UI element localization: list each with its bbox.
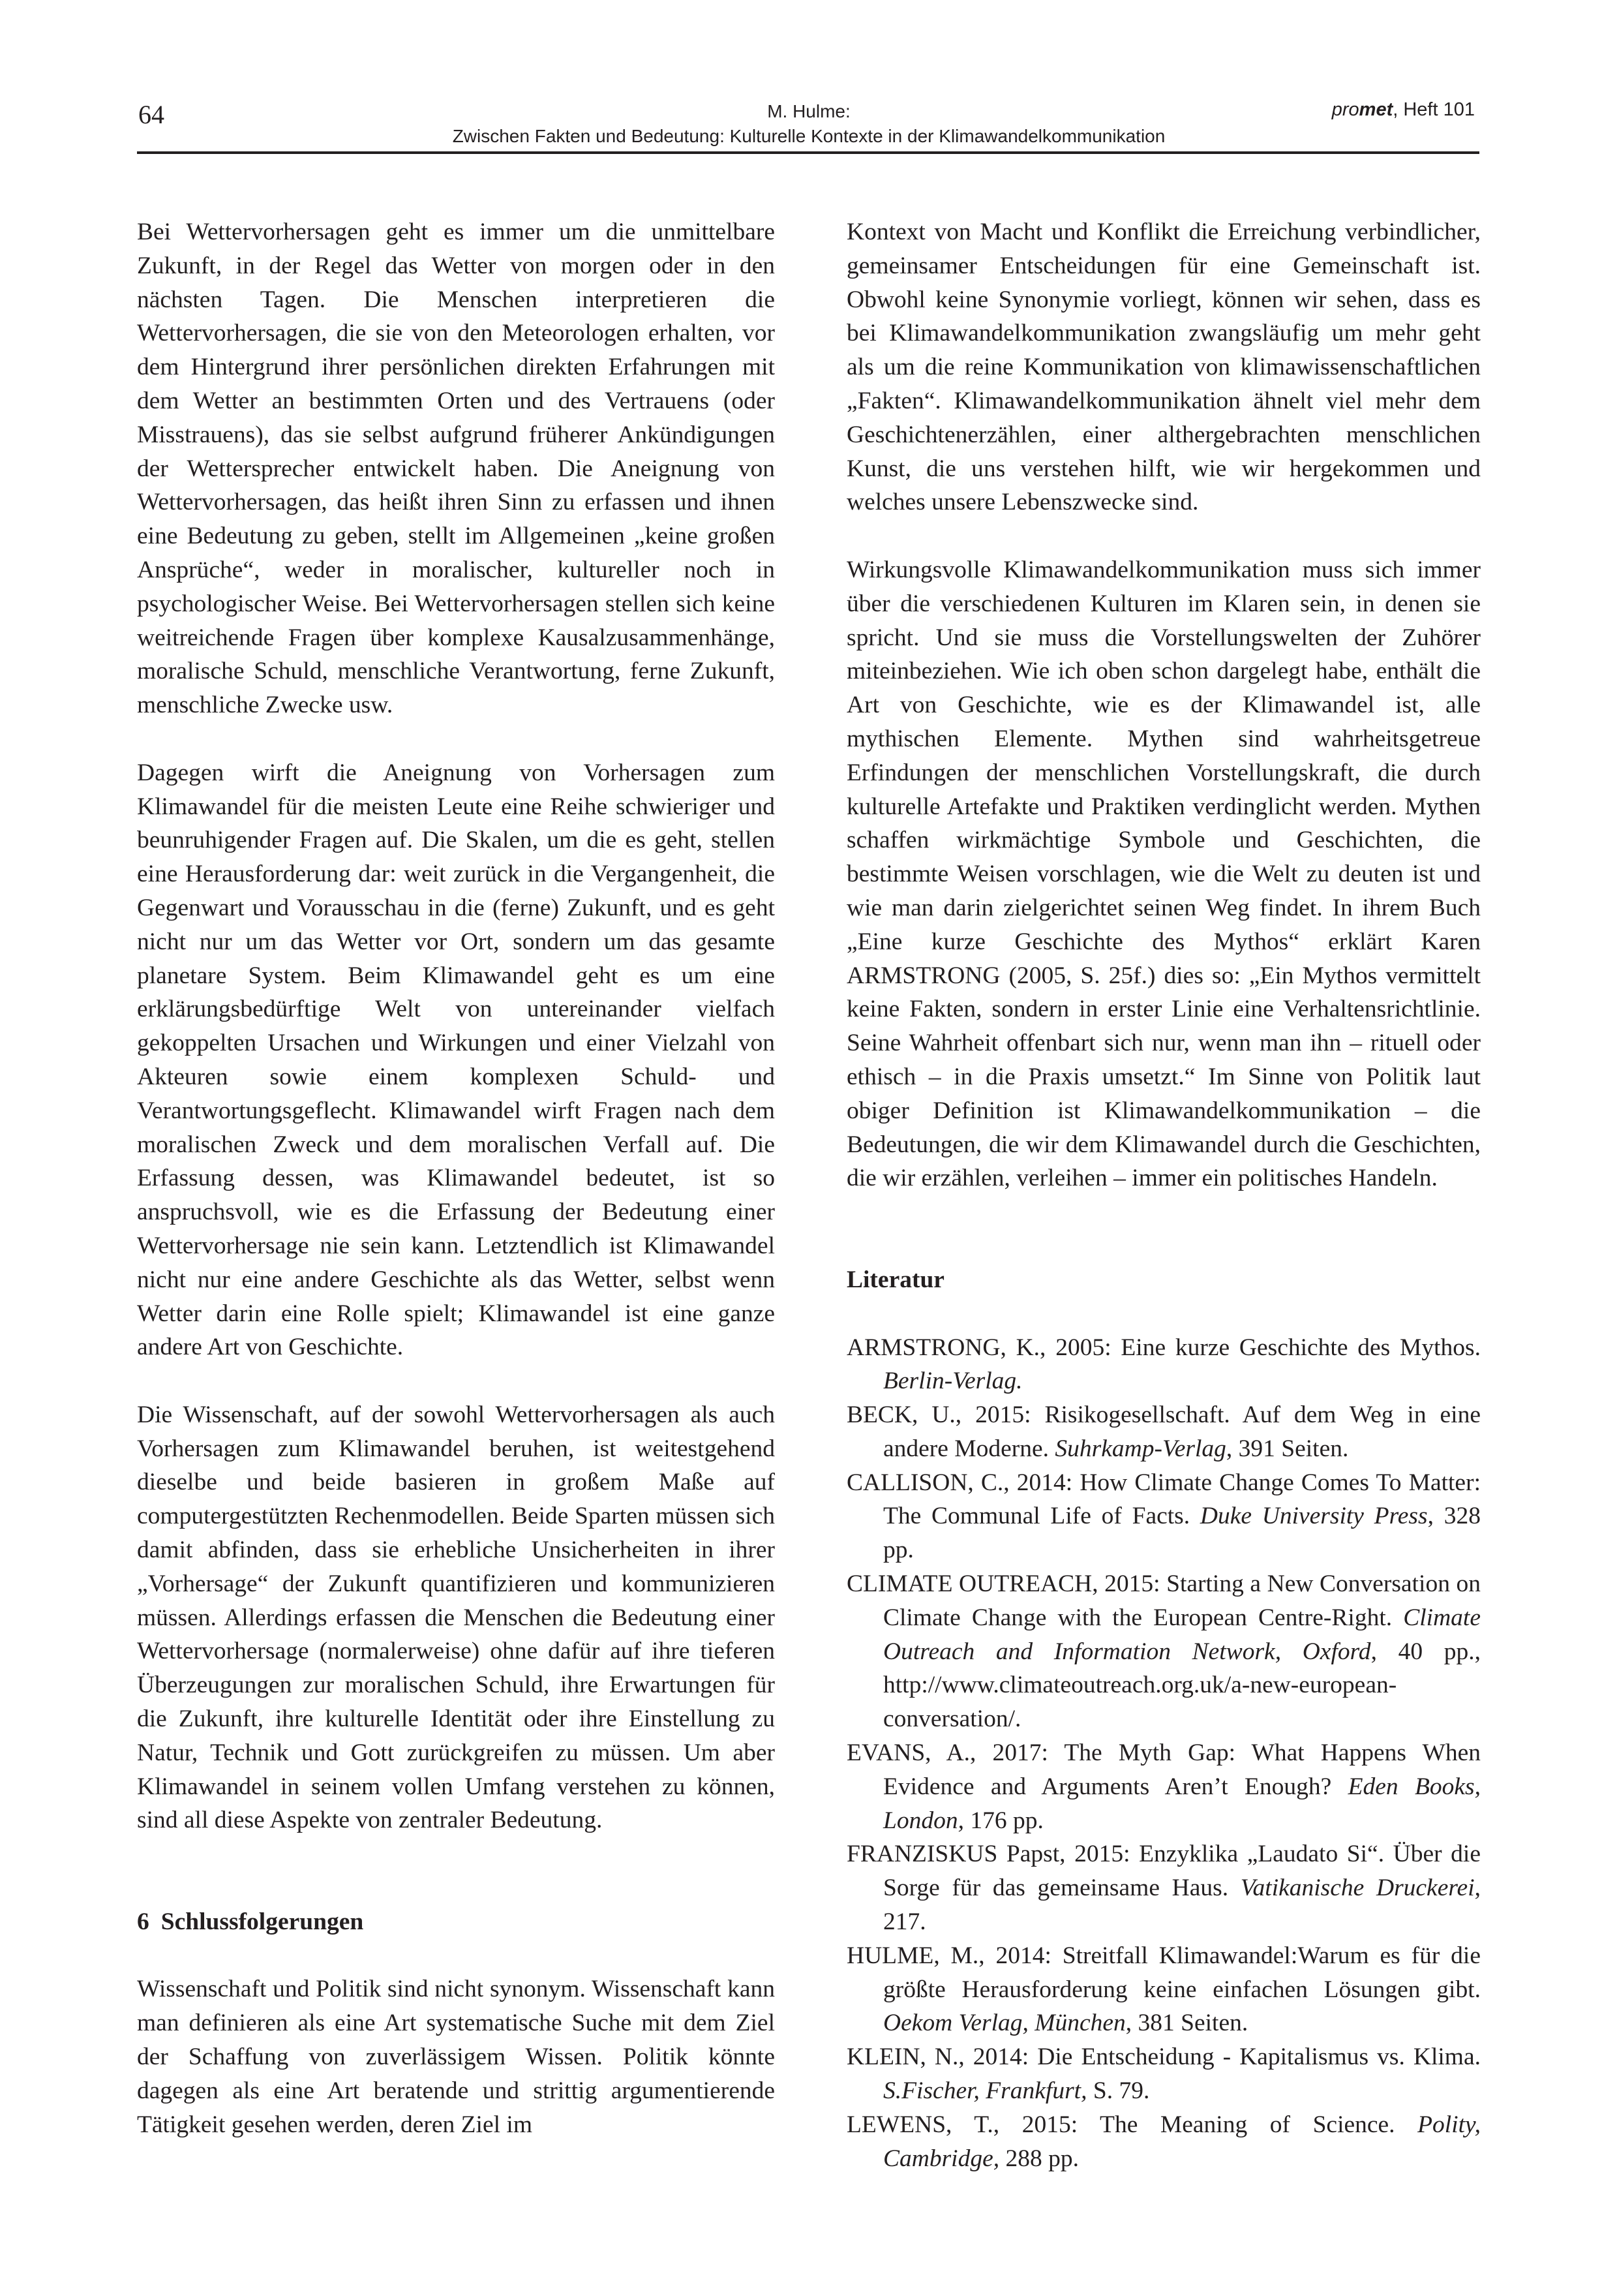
journal-name-bold: met bbox=[1359, 99, 1393, 120]
journal-label bbox=[1332, 99, 1475, 121]
running-header bbox=[391, 99, 1226, 149]
reference-item: LEWENS, T., 2015: The Meaning of Science. Polity, Cambridge, 288 pp. bbox=[847, 2111, 1481, 2172]
reference-item: CLIMATE OUTREACH, 2015: Starting a New Conversation on Climate Change with the European Centre-Right. Climate Outreach and Information Network, Oxford, 40 pp., http://www.climateoutreach.org.uk/a-new-european-conversation/. bbox=[847, 1570, 1481, 1733]
paragraph: Wissenschaft und Politik sind nicht synonym. Wissenschaft kann man definieren als eine Art systematische Suche mit dem Ziel der Schaffung von zuverlässigem Wissen. Politik könnte dagegen als eine Art beratende und strittig argumentierende Tätigkeit gesehen werden, deren Ziel im bbox=[137, 1976, 775, 2138]
left-column bbox=[137, 215, 775, 2141]
running-header-title: Zwischen Fakten und Bedeutung: Kulturelle Kontexte in der Klimawandelkommunikation bbox=[452, 126, 1166, 146]
literature-heading: Literatur bbox=[847, 1266, 945, 1293]
journal-issue: , Heft 101 bbox=[1393, 99, 1475, 120]
paragraph: Wirkungsvolle Klimawandelkommunikation muss sich immer über die verschiedenen Kulturen im Klaren sein, in denen sie spricht. Und sie muss die Vorstellungswelten der Zuhörer miteinbeziehen. Wie ich oben schon dargelegt habe, enthält die Art von Geschichte, wie es der Klimawandel ist, alle mythischen Elemente. Mythen sind wahrheitsgetreue Erfindungen der menschlichen Vorstellungskraft, die durch kulturelle Artefakte und Praktiken verdinglicht werden. Mythen schaffen wirkmächtige Symbole und Geschichten, die bestimmte Weisen vorschlagen, wie die Welt zu deuten ist und wie man darin zielgerichtet seinen Weg findet. In ihrem Buch „Eine kurze Geschichte des Mythos“ erklärt Karen ARMSTRONG (2005, S. 25f.) dies so: „Ein Mythos vermittelt keine Fakten, sondern in erster Linie eine Verhaltensrichtlinie. Seine Wahrheit offenbart sich nur, wenn man ihn – rituell oder ethisch – in die Praxis umsetzt.“ Im Sinne von Politik laut obiger Definition ist Klimawandelkommunikation – die Bedeutungen, die wir dem Klimawandel durch die Geschichten, die wir erzählen, verleihen – immer ein politisches Handeln. bbox=[847, 556, 1481, 1192]
reference-item: EVANS, A., 2017: The Myth Gap: What Happens When Evidence and Arguments Aren’t Enough? Eden Books, London, 176 pp. bbox=[847, 1739, 1481, 1834]
page-number: 64 bbox=[138, 100, 164, 129]
reference-item: HULME, M., 2014: Streitfall Klimawandel:Warum es für die größte Herausforderung keine einfachen Lösungen gibt. Oekom Verlag, München, 381 Seiten. bbox=[847, 1942, 1481, 2037]
right-column bbox=[847, 215, 1481, 2175]
paragraph: Die Wissenschaft, auf der sowohl Wettervorhersagen als auch Vorhersagen zum Klimawandel beruhen, ist weitestgehend dieselbe und beide basieren in großem Maße auf computergestützten Rechenmodellen. Beide Sparten müssen sich damit abfinden, dass sie erhebliche Unsicherheiten in ihrer „Vorhersage“ der Zukunft quantifizieren und kommunizieren müssen. Allerdings erfassen die Menschen die Bedeutung einer Wettervorhersage (normalerweise) ohne dafür auf ihre tieferen Überzeugungen zur moralischen Schuld, ihre Erwartungen für die Zukunft, ihre kulturelle Identität oder ihre Einstellung zu Natur, Technik und Gott zurückgreifen zu müssen. Um aber Klimawandel in seinem vollen Umfang verstehen zu können, sind all diese Aspekte von zentraler Bedeutung. bbox=[137, 1401, 775, 1834]
paragraph: Bei Wettervorhersagen geht es immer um die unmittelbare Zukunft, in der Regel das Wetter von morgen oder in den nächsten Tagen. Die Menschen interpretieren die Wettervorhersagen, die sie von den Meteorologen erhalten, vor dem Hintergrund ihrer persönlichen direkten Erfahrungen mit dem Wetter an bestimmten Orten und des Vertrauens (oder Misstrauens), das sie selbst aufgrund früherer Ankündigungen der Wettersprecher entwickelt haben. Die Aneignung von Wettervorhersagen, das heißt ihren Sinn zu erfassen und ihnen eine Bedeutung zu geben, stellt im Allgemeinen „keine großen Ansprüche“, weder in moralischer, kultureller noch in psychologischer Weise. Bei Wettervorhersagen stellen sich keine weitreichende Fragen über komplexe Kausalzusammenhänge, moralische Schuld, menschliche Verantwortung, ferne Zukunft, menschliche Zwecke usw. bbox=[137, 219, 775, 719]
paragraph: Dagegen wirft die Aneignung von Vorhersagen zum Klimawandel für die meisten Leute eine Reihe schwieriger und beunruhigender Fragen auf. Die Skalen, um die es geht, stellen eine Herausforderung dar: weit zurück in die Vergangenheit, die Gegenwart und Vorausschau in die (ferne) Zukunft, und es geht nicht nur um das Wetter vor Ort, sondern um das gesamte planetare System. Beim Klimawandel geht es um eine erklärungsbedürftige Welt von untereinander vielfach gekoppelten Ursachen und Wirkungen und einer Vielzahl von Akteuren sowie einem komplexen Schuld- und Verantwortungsgeflecht. Klimawandel wirft Fragen nach dem moralischen Zweck und dem moralischen Verfall auf. Die Erfassung dessen, was Klimawandel bedeutet, ist so anspruchsvoll, wie es die Erfassung der Bedeutung einer Wettervorhersage nie sein kann. Letztendlich ist Klimawandel nicht nur eine andere Geschichte als das Wetter, selbst wenn Wetter darin eine Rolle spielt; Klimawandel ist eine ganze andere Art von Geschichte. bbox=[137, 759, 775, 1361]
header-rule bbox=[137, 151, 1479, 154]
section-heading bbox=[137, 1905, 775, 1939]
section-number: 6 bbox=[137, 1908, 149, 1935]
section-title: Schlussfolgerungen bbox=[160, 1908, 364, 1935]
reference-item: FRANZISKUS Papst, 2015: Enzyklika „Laudato Si“. Über die Sorge für das gemeinsame Haus. Vatikanische Druckerei, 217. bbox=[847, 1841, 1481, 1936]
reference-list bbox=[847, 1331, 1481, 2176]
reference-item: BECK, U., 2015: Risikogesellschaft. Auf dem Weg in eine andere Moderne. Suhrkamp-Verlag, 391 Seiten. bbox=[847, 1401, 1481, 1462]
paragraph: Kontext von Macht und Konflikt die Erreichung verbindlicher, gemeinsamer Entscheidungen für eine Gemeinschaft ist. Obwohl keine Synonymie vorliegt, können wir sehen, dass es bei Klimawandelkommunikation zwangsläufig um mehr geht als um die reine Kommunikation von klimawissenschaftlichen „Fakten“. Klimawandelkommunikation ähnelt viel mehr dem Geschichtenerzählen, einer althergebrachten menschlichen Kunst, die uns verstehen hilft, wie wir hergekommen und welches unsere Lebenszwecke sind. bbox=[847, 219, 1481, 516]
reference-item: CALLISON, C., 2014: How Climate Change Comes To Matter: The Communal Life of Facts. Duke University Press, 328 pp. bbox=[847, 1469, 1481, 1564]
journal-name-pre: pro bbox=[1331, 99, 1359, 120]
reference-item: ARMSTRONG, K., 2005: Eine kurze Geschichte des Mythos. Berlin-Verlag. bbox=[847, 1334, 1481, 1395]
running-header-author: M. Hulme: bbox=[767, 101, 851, 121]
reference-item: KLEIN, N., 2014: Die Entscheidung - Kapitalismus vs. Klima. S.Fischer, Frankfurt, S. 79. bbox=[847, 2043, 1481, 2105]
